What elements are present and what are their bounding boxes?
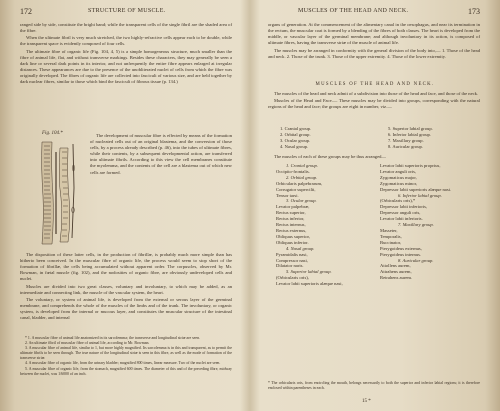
muscle-item: Corrugator supercilii, [276,186,316,192]
muscle-item: Rectus externus, [276,227,307,233]
muscle-item: Pterygoideus internus. [380,251,422,257]
group-heading: 7. Maxillary group. [398,222,434,228]
group-item: 2. Orbital group. [280,131,311,137]
group-item: 5. Superior labial group. [388,126,433,131]
footnote: 2. An ultimate fibril of muscular fibre of animal life, according to Mr. Bowman. [25,341,150,346]
muscle-item: Levator labii superioris alæque nasi, [276,281,343,287]
muscle-item: Attollens aurem, [380,263,411,269]
paragraph: The development of muscular fibre is effected by means of the formation of nucleated cells out of an original blastema, and the conversion of those cells, by a process already described (p. 46), into the tubes of ultimate fibres, while their contents, by a subsequent developmental action, are transferred into ultimate fibrils. According to this view the cell membranes constitute the myolemma, and the contents of the cell are a blastema out of which new cells are formed. [90,133,232,175]
body-text-bottom [20,252,232,323]
group-heading: 2. Orbital group. [286,174,318,180]
signature-mark: 15 * [362,399,371,404]
body-text-top [268,22,480,61]
figure-caption: Fig. 104.* [42,131,63,136]
group-heading: 8. Auricular group. [398,257,434,263]
muscle-item: Attrahens aurem, [380,269,412,275]
group-item: 8. Auricular group. [388,143,423,149]
body-text-top [20,22,232,87]
muscle-list-right [380,163,451,281]
page-number: 172 [20,7,32,16]
group-item: 7. Maxillary group. [388,137,424,143]
paragraph: The muscles of the head and neck admit of a subdivision into those of the head and face, and those of the neck. [274,91,479,96]
paragraph: The muscles of each of these groups may be thus arranged— [274,154,386,159]
muscle-list-left [276,163,343,287]
muscle-item: Depressor anguli oris, [380,210,421,216]
group-heading: 5. Superior labial group. [286,269,332,275]
muscle-item: Occipito-frontalis. [276,168,310,174]
group-item: 4. Nasal group. [280,143,309,149]
muscle-item: (Orbicularis oris),* [380,198,416,204]
paragraph: The voluntary, or system of animal life, is developed from the external or serous layer of the germinal membrane, and comprehends the whole of the muscles of the limbs and of the trunk. The involuntary, or organic system, is developed from the internal or mucous layer, and constitutes the muscular structure of the intestinal canal, bladder, and internal [20,297,232,321]
footnote: 3. A muscular fibre of animal life, similar to 1, but more highly magnified. Its sarcolemma is in this and transparent, as to permit the ultimate fibrils to be seen through. The true nature of the longitudinal striæ is seen in this fibre, as well as the mode of formation of the transverse striæ. [20,346,232,361]
group-heading: 1. Cranial group. [286,163,318,168]
muscle-list [276,163,486,363]
group-heading: 6. Inferior labial group. [398,192,442,198]
group-item: 3. Ocular group. [280,137,311,143]
footnote: 5. A muscular fibre of organic life, from the stomach, magnified 600 times. The diameter of this and of the preceding fibre, midway between the nuclei, was 1/6000 of an inch. [20,366,232,376]
footnotes [20,336,232,377]
muscle-item: Rectus internus, [276,222,306,228]
muscle-item: Compressor nasi, [276,257,308,263]
muscle-item: Dilatator naris. [276,263,304,269]
group-item: 6. Inferior labial group. [388,131,431,137]
running-head: STRUCTURE OF MUSCLE. [88,8,166,14]
muscle-item: Tensor tarsi. [276,192,299,198]
muscle-item: Levator anguli oris, [380,168,417,174]
muscle-item: Rectus inferior, [276,216,305,222]
muscle-item: (Orbicularis oris), [276,275,309,281]
muscle-item: Masseter, [380,227,398,233]
muscle-item: Levator palpebræ, [276,204,310,210]
muscle-item: Obliquus inferior. [276,239,309,245]
paragraph: Muscles are divided into two great classes, voluntary and involuntary, to which may be added, as an intermediate and connecting link, the muscle of the vascular system, the heart. [20,283,232,295]
right-page [250,0,500,411]
muscle-item: Temporalis, [380,233,402,239]
paragraph: The disposition of these latter cells, in the production of fibrillæ, is probably much more simple than has hitherto been conceived. In the muscular fibre of organic life, the process would seem to stop short of the formation of fibrillæ, the cells being accumulated without apparent order. The corpuscles, observed by Mr. Bowman, in fœtal muscle (fig. 102), and the nodosities of organic fibre, are obviously undeveloped cells and nuclei. [20,252,232,282]
group-list [280,126,480,152]
muscle-item: Retrahens aurem. [380,275,413,281]
paragraph: ranged side by side, constitute the bright band; while the transparent cells of the single fibril are the shaded area of the fibre. [20,22,232,34]
muscle-item: Depressor labii superioris alæque nasi. [380,186,452,192]
section-title: MUSCLES OF THE HEAD AND NECK. [315,82,435,87]
muscle-item: Rectus superior, [276,210,306,216]
page-number: 173 [468,7,480,16]
group-heading: 4. Nasal group. [286,245,315,251]
paragraph: Muscles of the Head and Face.— These muscles may be divided into groups, corresponding with the natural regions of the head and face; the groups are eight in number, viz.— [268,98,480,110]
muscle-item: Depressor labii inferioris, [380,204,428,210]
muscle-item: Pterygoideus externus, [380,245,422,251]
body-text-section [268,91,480,112]
muscle-item: Levator labii superioris proprius, [380,163,441,168]
paragraph: The muscles may be arranged in conformity with the general division of the body into,— 1. Those of the head and neck. 2. Those of the trunk. 3. Those of the upper extremity. 4. Those of the lower extremity. [268,47,480,59]
footnote: * 1. A muscular fibre of animal life anatomized in its sarcolemma; the transverse and longitudinal striæ are seen. [25,336,201,340]
footnote: * The orbicularis oris, from encircling the mouth, belongs necessarily to both the superior and inferior labial regions; it is therefore enclosed within parentheses in each. [268,381,480,391]
running-head: MUSCLES OF THE HEAD AND NECK. [298,8,409,14]
body-text-arrangement [268,154,480,161]
group-item: 1. Cranial group. [280,126,312,131]
muscle-item: Pyramidalis nasi, [276,251,308,257]
paragraph: organs of generation. At the commencement of the alimentary canal in the oesophagus, and near its termination in the rectum, the muscular coat is formed by a blending of the fibres of both classes. The heart is developed from the middle, or vascular layer of the germinal membrane; and although involuntary in its action, is composed of ultimate fibres, having the transverse striæ of the muscle of animal life. [268,22,480,46]
paragraph: The ultimate fibre of organic life (Fig. 104, 4, 5) is a simple homogeneous structure, much smaller than the fibre of animal life, flat, and without transverse markings. Besides these characters, they may generally be seen a dark line or several dark points in its interior, and not unfrequently the entire fibre appears enlarged at irregular distances. These appearances are due to the presence of the unobliterated nuclei of cells from which the fibre was originally developed. The fibres of organic life are collected into fasciculi of various size, and are held together by dark nuclear fibres, similar to those which bind the fasciculi of fibrous tissue (p. 134.) [20,48,232,85]
body-text-beside-figure [90,133,232,177]
muscle-fibre-figure [38,138,78,250]
muscle-item: Orbicularis palpebrarum, [276,180,323,186]
muscle-item: Levator labii inferioris. [380,216,423,222]
muscle-item: Buccinator, [380,239,402,245]
group-heading: 3. Ocular group. [286,198,317,204]
paragraph: When the ultimate fibril is very much stretched, the two highly-refractive cells appear each to be double, while the transparent space is evidently composed of four cells. [20,35,232,47]
muscle-item: Obliquus superior, [276,233,311,239]
muscle-item: Zygomaticus minor, [380,180,418,186]
muscle-item: Zygomaticus major, [380,174,417,180]
footnote: 4. A muscular fibre of organic life, from the urinary bladder; magnified 800 times, linear measure. Two of the nuclei are seen. [25,361,221,366]
